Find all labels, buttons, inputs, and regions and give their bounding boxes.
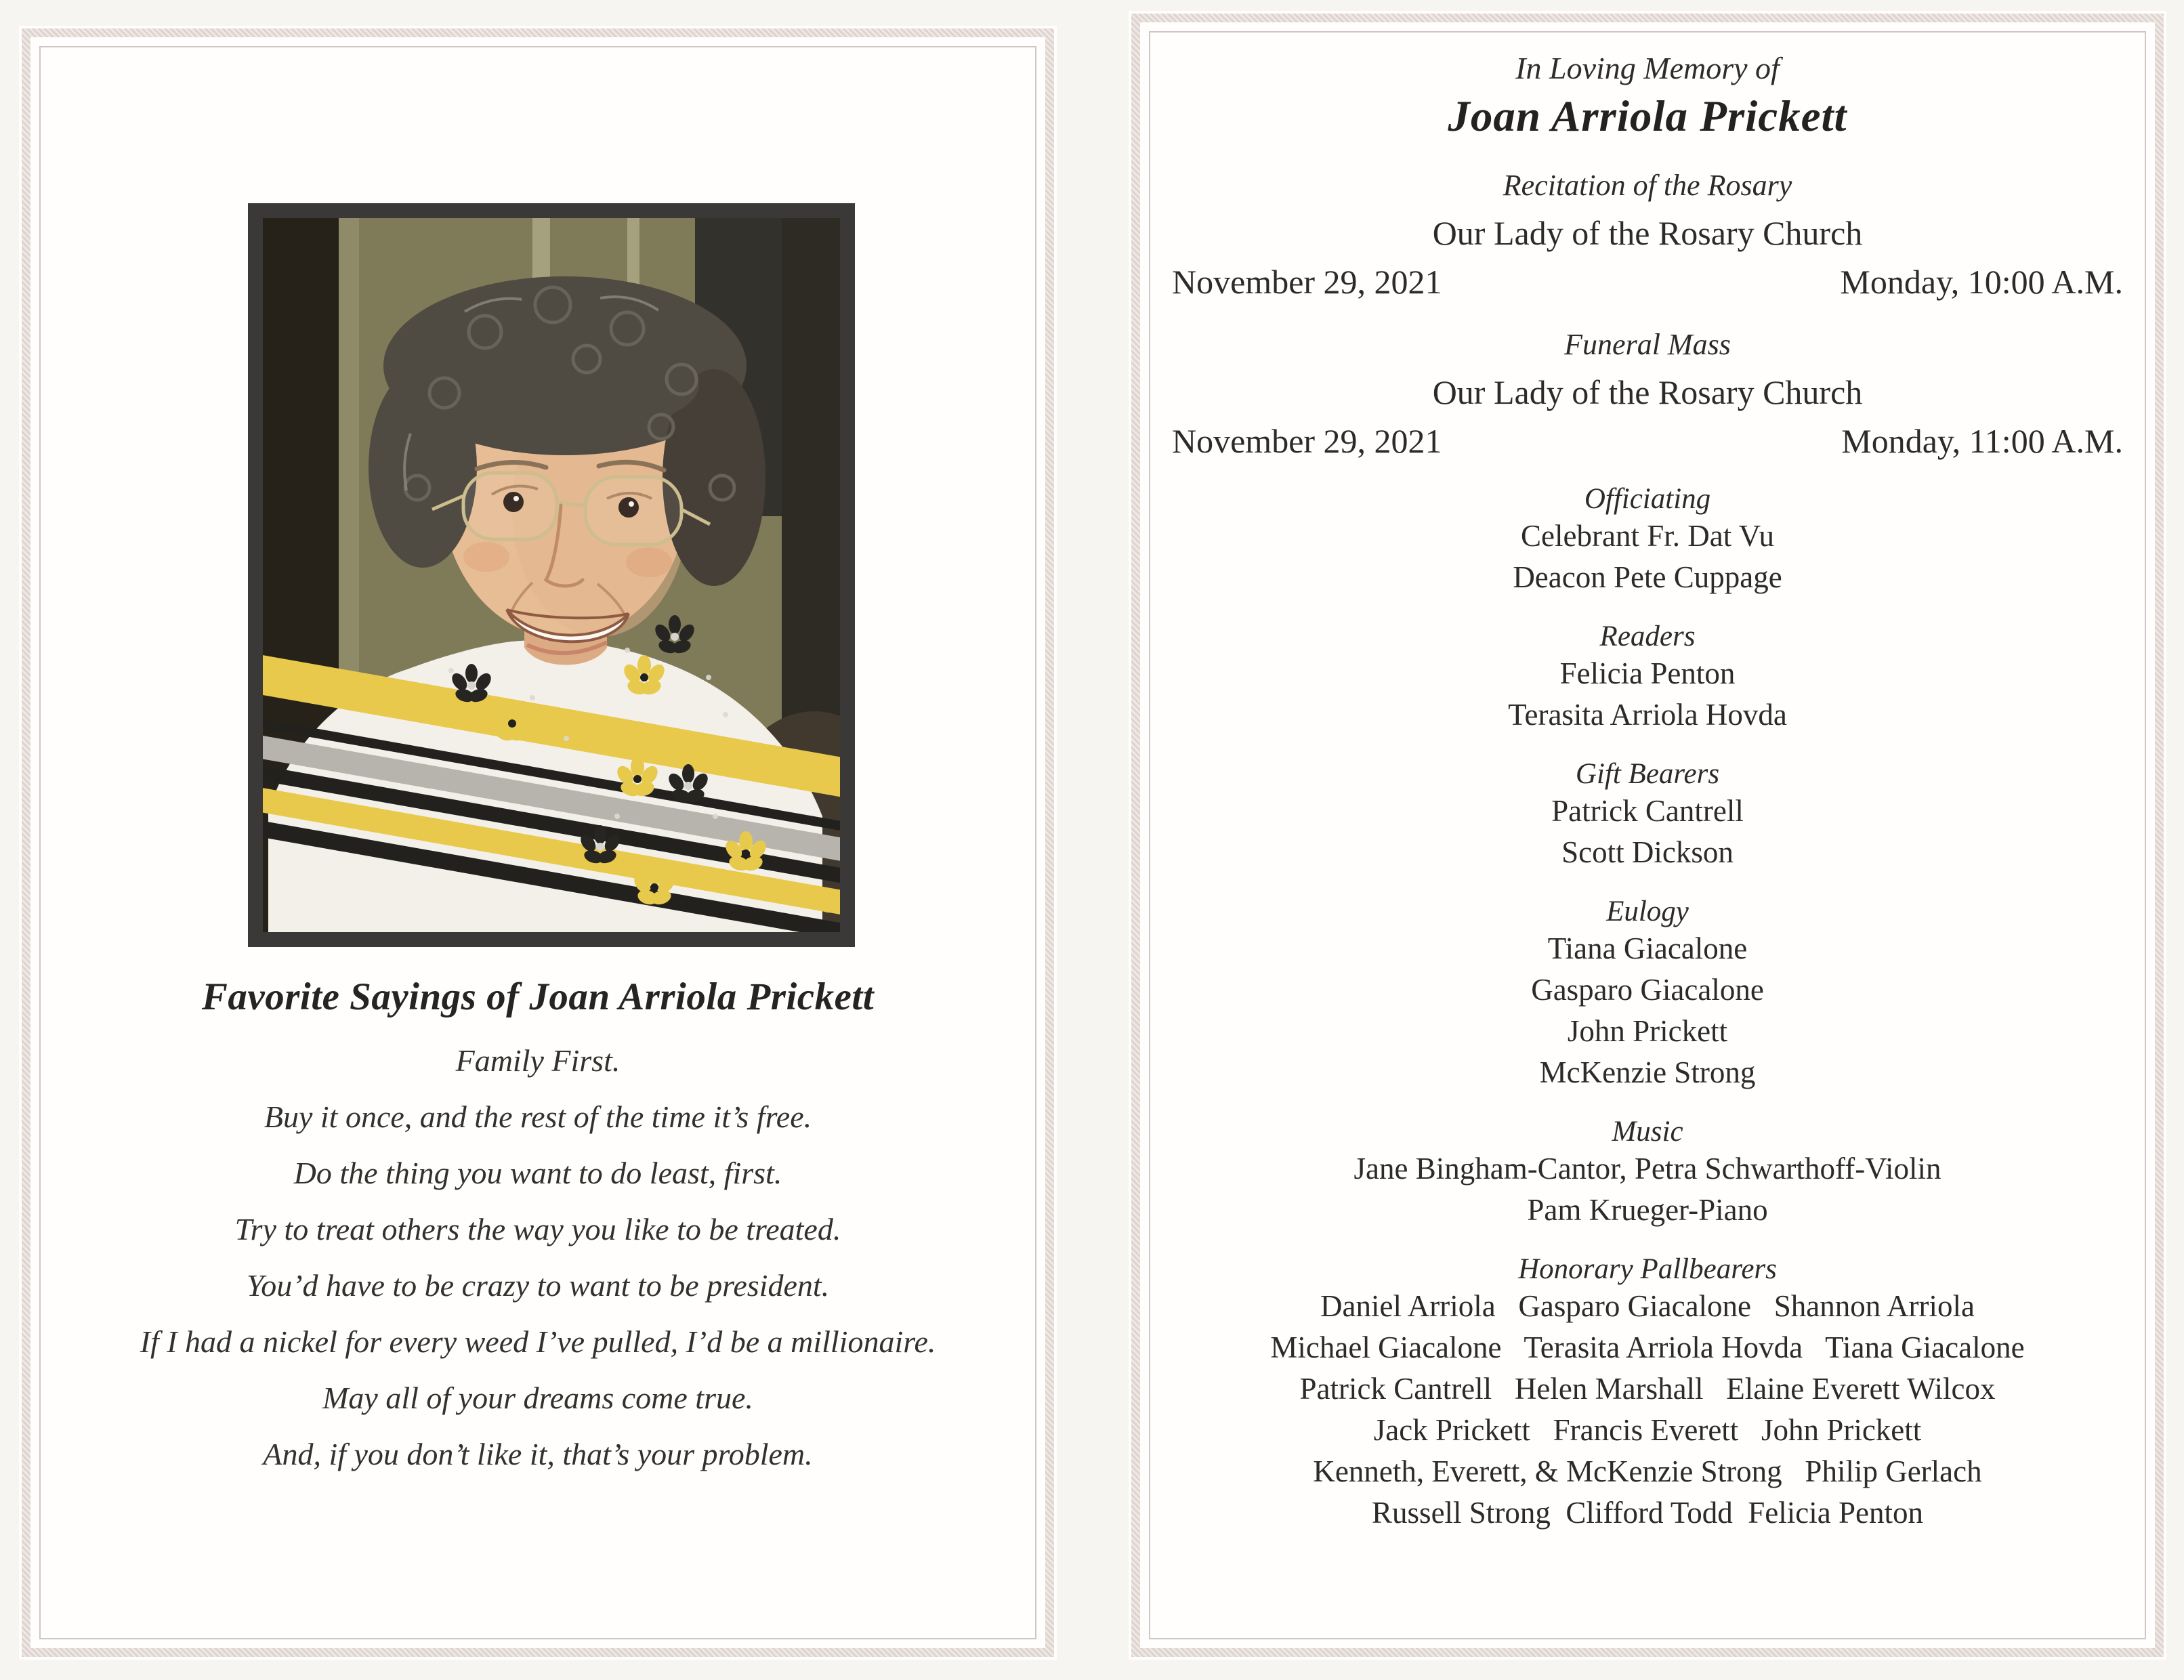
section-line: Kenneth, Everett, & McKenzie Strong Philip Gerlach bbox=[1313, 1454, 1982, 1488]
portrait-illustration bbox=[248, 203, 855, 947]
service-date: November 29, 2021 bbox=[1172, 263, 1442, 301]
section-line: Jack Prickett Francis Everett John Prickett bbox=[1373, 1413, 1922, 1447]
saying-line: You’d have to be crazy to want to be president. bbox=[246, 1268, 830, 1303]
section-heading: Officiating bbox=[1584, 483, 1711, 515]
saying-line: May all of your dreams come true. bbox=[322, 1381, 753, 1415]
saying-line: Buy it once, and the rest of the time it’s free. bbox=[264, 1099, 812, 1134]
service-heading: Funeral Mass bbox=[1564, 328, 1731, 361]
service-rosary bbox=[1168, 168, 2127, 301]
section-eulogy bbox=[1168, 895, 2127, 1093]
section-line: McKenzie Strong bbox=[1539, 1055, 1756, 1089]
service-program bbox=[1168, 42, 2127, 1629]
saying-line: And, if you don’t like it, that’s your problem. bbox=[263, 1437, 813, 1471]
saying-line: Try to treat others the way you like to be treated. bbox=[234, 1212, 841, 1246]
service-heading: Recitation of the Rosary bbox=[1503, 169, 1792, 202]
section-gift-bearers bbox=[1168, 757, 2127, 873]
section-readers bbox=[1168, 620, 2127, 736]
saying-line: Family First. bbox=[455, 1043, 621, 1078]
service-funeral-mass bbox=[1168, 327, 2127, 461]
service-location: Our Lady of the Rosary Church bbox=[1432, 373, 1863, 411]
memorial-line: In Loving Memory of bbox=[1515, 51, 1780, 85]
section-line: Gasparo Giacalone bbox=[1531, 973, 1764, 1007]
section-heading: Honorary Pallbearers bbox=[1518, 1253, 1777, 1285]
section-line: Patrick Cantrell Helen Marshall Elaine Everett Wilcox bbox=[1299, 1372, 1996, 1406]
saying-line: If I had a nickel for every weed I’ve pulled, I’d be a millionaire. bbox=[140, 1324, 936, 1359]
photo-scene bbox=[248, 218, 855, 947]
favorite-sayings-block bbox=[50, 973, 1026, 1482]
section-heading: Music bbox=[1612, 1116, 1683, 1148]
section-line: Patrick Cantrell bbox=[1551, 794, 1744, 828]
section-line: Tiana Giacalone bbox=[1547, 931, 1748, 965]
section-line: Terasita Arriola Hovda bbox=[1508, 698, 1787, 732]
service-time: Monday, 10:00 A.M. bbox=[1840, 263, 2123, 301]
section-line: Jane Bingham-Cantor, Petra Schwarthoff-Violin bbox=[1353, 1152, 1941, 1185]
section-line: Daniel Arriola Gasparo Giacalone Shannon Arriola bbox=[1320, 1289, 1975, 1323]
service-location: Our Lady of the Rosary Church bbox=[1432, 214, 1863, 252]
service-date-time-row bbox=[1168, 262, 2127, 301]
sayings-list bbox=[50, 1032, 1026, 1482]
page-right bbox=[1129, 11, 2166, 1660]
page-left bbox=[19, 26, 1057, 1660]
service-date: November 29, 2021 bbox=[1172, 422, 1442, 460]
section-line: Scott Dickson bbox=[1561, 835, 1734, 869]
service-date-time-row bbox=[1168, 421, 2127, 461]
portrait-photo bbox=[248, 203, 855, 947]
section-music bbox=[1168, 1115, 2127, 1231]
deceased-name: Joan Arriola Prickett bbox=[1448, 92, 1847, 141]
section-line: Russell Strong Clifford Todd Felicia Penton bbox=[1372, 1496, 1923, 1530]
service-time: Monday, 11:00 A.M. bbox=[1841, 422, 2123, 460]
section-line: Felicia Penton bbox=[1559, 656, 1736, 690]
saying-line: Do the thing you want to do least, first. bbox=[293, 1156, 782, 1190]
section-line: Michael Giacalone Terasita Arriola Hovda Tiana Giacalone bbox=[1270, 1330, 2025, 1364]
sayings-title: Favorite Sayings of Joan Arriola Prickett bbox=[201, 975, 875, 1018]
section-line: Celebrant Fr. Dat Vu bbox=[1521, 519, 1774, 553]
section-line: Deacon Pete Cuppage bbox=[1513, 560, 1782, 594]
section-heading: Eulogy bbox=[1606, 896, 1689, 927]
section-heading: Readers bbox=[1599, 621, 1696, 652]
section-officiating bbox=[1168, 482, 2127, 598]
section-heading: Gift Bearers bbox=[1575, 758, 1720, 790]
section-honorary-pallbearers bbox=[1168, 1253, 2127, 1534]
section-line: John Prickett bbox=[1567, 1014, 1728, 1048]
section-line: Pam Krueger-Piano bbox=[1527, 1193, 1768, 1227]
